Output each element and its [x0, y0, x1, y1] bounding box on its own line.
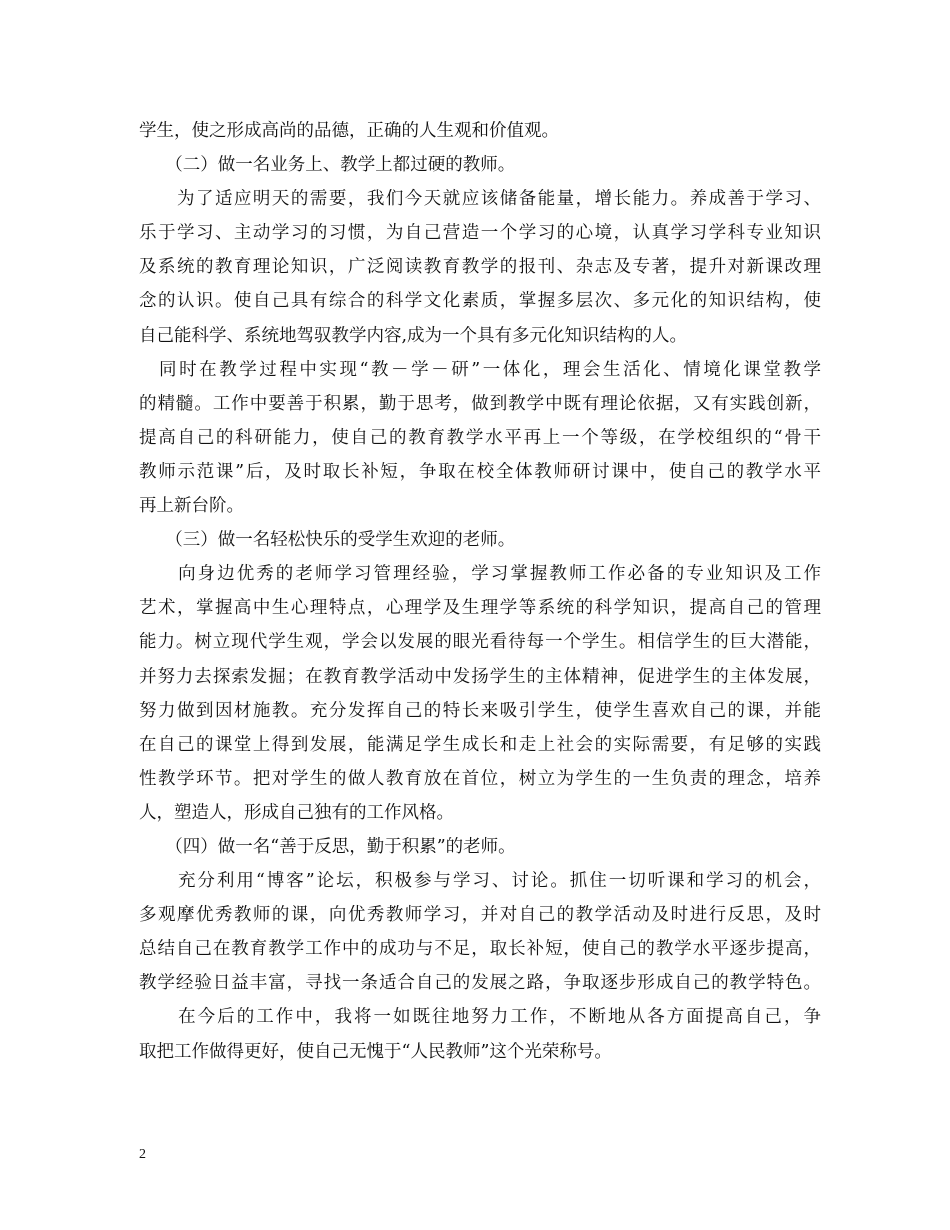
paragraph-line: 努力做到因材施教。充分发挥自己的特长来吸引学生，使学生喜欢自己的课，并能: [139, 700, 821, 721]
paragraph-line: 教师示范课”后，及时取长补短，争取在校全体教师研讨课中，使自己的教学水平: [139, 461, 821, 482]
paragraph-line: 自己能科学、系统地驾驭教学内容,成为一个具有多元化知识结构的人。: [139, 325, 688, 346]
paragraph-line: 艺术，掌握高中生心理特点，心理学及生理学等系统的科学知识，提高自己的管理: [139, 598, 821, 619]
paragraph-line: 取把工作做得更好，使自己无愧于“人民教师”这个光荣称号。: [139, 1041, 612, 1062]
paragraph-line: 学生，使之形成高尚的品德，正确的人生观和价值观。: [139, 121, 559, 141]
page-number: 2: [139, 1147, 146, 1162]
section-heading-4: （四）做一名“善于反思，勤于积累”的老师。: [139, 836, 516, 857]
paragraph-line: 多观摩优秀教师的课，向优秀教师学习，并对自己的教学活动及时进行反思，及时: [139, 905, 821, 926]
body-text: [139, 114, 821, 1069]
paragraph-line: 总结自己在教育教学工作中的成功与不足，取长补短，使自己的教学水平逐步提高，: [139, 939, 821, 960]
section-heading-3: （三）做一名轻松快乐的受学生欢迎的老师。: [139, 530, 516, 551]
paragraph-line: 同时在教学过程中实现“教－学－研”一体化，理会生活化、情境化课堂教学: [139, 359, 821, 380]
paragraph-line: 及系统的教育理论知识，广泛阅读教育教学的报刊、杂志及专著，提升对新课改理: [139, 257, 821, 278]
paragraph-line: 在今后的工作中，我将一如既往地努力工作，不断地从各方面提高自己，争: [139, 1007, 821, 1028]
paragraph-line: 再上新台阶。: [139, 496, 244, 517]
paragraph-line: 在自己的课堂上得到发展，能满足学生成长和走上社会的实际需要，有足够的实践: [139, 734, 821, 755]
paragraph-line: 念的认识。使自己具有综合的科学文化素质，掌握多层次、多元化的知识结构，使: [139, 291, 821, 312]
section-heading-2: （二）做一名业务上、教学上都过硬的教师。: [139, 155, 516, 176]
paragraph-line: 人，塑造人，形成自己独有的工作风格。: [139, 802, 454, 823]
paragraph-line: 充分利用“博客”论坛，积极参与学习、讨论。抓住一切听课和学习的机会，: [139, 871, 821, 892]
paragraph-line: 能力。树立现代学生观，学会以发展的眼光看待每一个学生。相信学生的巨大潜能，: [139, 632, 821, 653]
paragraph-line: 向身边优秀的老师学习管理经验，学习掌握教师工作必备的专业知识及工作: [139, 564, 821, 585]
paragraph-line: 乐于学习、主动学习的习惯，为自己营造一个学习的心境，认真学习学科专业知识: [139, 223, 821, 244]
paragraph-line: 并努力去探索发掘；在教育教学活动中发扬学生的主体精神，促进学生的主体发展，: [139, 666, 821, 687]
paragraph-line: 的精髓。工作中要善于积累，勤于思考，做到教学中既有理论依据，又有实践创新，: [139, 393, 821, 414]
paragraph-line: 性教学环节。把对学生的做人教育放在首位，树立为学生的一生负责的理念，培养: [139, 768, 821, 789]
paragraph-line: 教学经验日益丰富，寻找一条适合自己的发展之路，争取逐步形成自己的教学特色。: [139, 973, 821, 994]
paragraph-line: 提高自己的科研能力，使自己的教育教学水平再上一个等级，在学校组织的“骨干: [139, 427, 821, 448]
paragraph-line: 为了适应明天的需要，我们今天就应该储备能量，增长能力。养成善于学习、: [139, 189, 821, 210]
